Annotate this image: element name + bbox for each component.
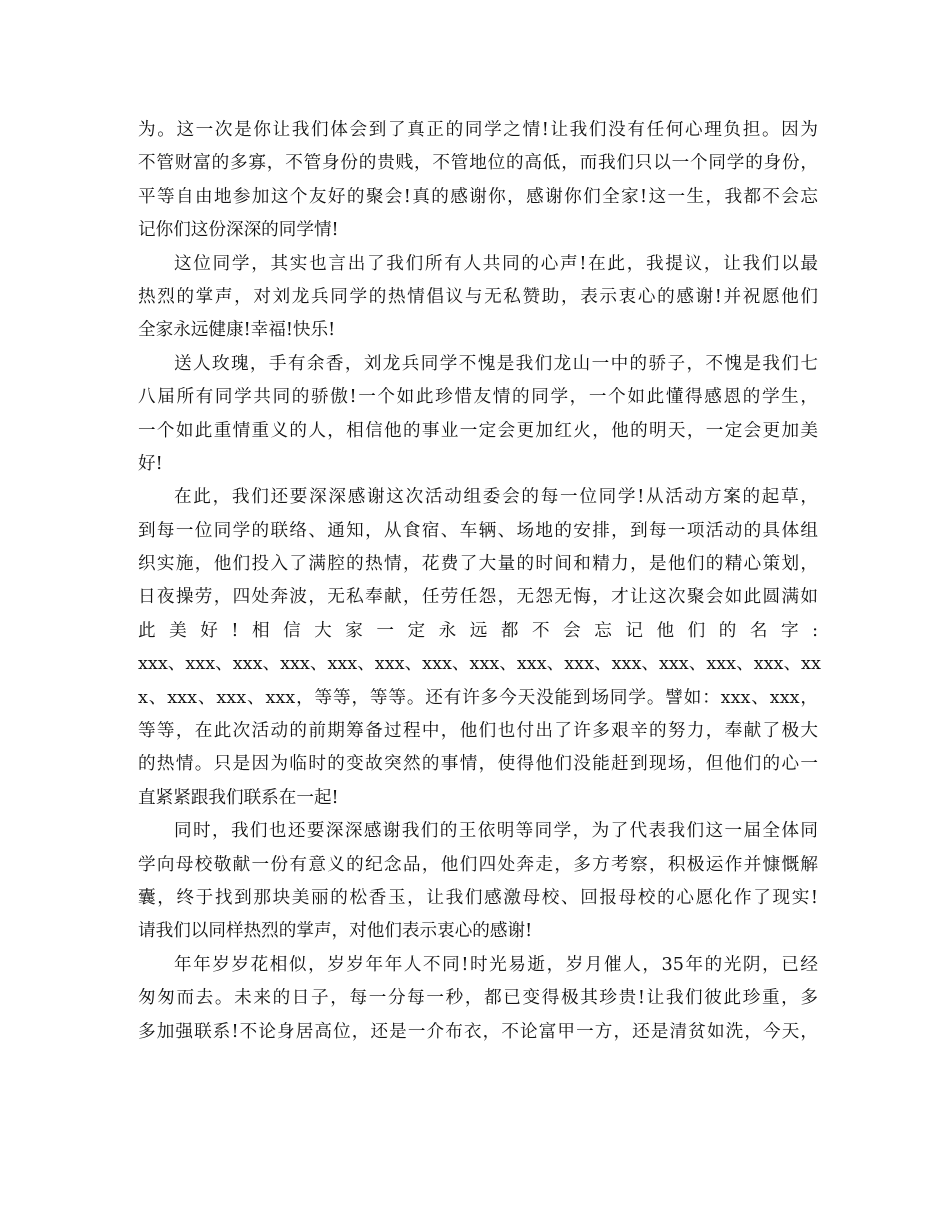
text-line: 学向母校敬献一份有意义的纪念品，他们四处奔走，多方考察，积极运作并慷慨解 xyxy=(138,854,818,875)
text-line: 全家永远健康!幸福!快乐! xyxy=(138,320,336,341)
text-line: 到每一位同学的联络、通知，从食宿、车辆、场地的安排，到每一项活动的具体组 xyxy=(138,520,818,541)
text-line: 多加强联系!不论身居高位，还是一介布衣，不论富甲一方，还是清贫如洗，今天， xyxy=(138,1021,818,1042)
text-line: 匆匆而去。未来的日子，每一分每一秒，都已变得极其珍贵!让我们彼此珍重，多 xyxy=(138,988,818,1009)
text-line: xxx、xxx、xxx、xxx、xxx、xxx、xxx、xxx、xxx、xxx、xxx、xxx、xxx、xxx、xx xyxy=(138,654,821,675)
text-line: 为。这一次是你让我们体会到了真正的同学之情!让我们没有任何心理负担。因为 xyxy=(138,120,818,140)
text-line: 热烈的掌声，对刘龙兵同学的热情倡议与无私赞助，表示衷心的感谢!并祝愿他们 xyxy=(138,286,818,307)
text-line: 不管财富的多寡，不管身份的贵贱，不管地位的高低，而我们只以一个同学的身份， xyxy=(138,153,818,174)
text-line: 等等，在此次活动的前期筹备过程中，他们也付出了许多艰辛的努力，奉献了极大 xyxy=(138,721,818,742)
text-line: 请我们以同样热烈的掌声，对他们表示衷心的感谢! xyxy=(138,921,533,942)
text-line: 这位同学，其实也言出了我们所有人共同的心声!在此，我提议，让我们以最 xyxy=(174,253,818,274)
text-line: 的热情。只是因为临时的变故突然的事情，使得他们没能赶到现场，但他们的心一 xyxy=(138,754,818,775)
text-line: 年年岁岁花相似，岁岁年年人不同!时光易逝，岁月催人，35年的光阴，已经 xyxy=(174,954,818,975)
text-line: 日夜操劳，四处奔波，无私奉献，任劳任怨，无怨无悔，才让这次聚会如此圆满如 xyxy=(138,587,818,608)
text-line: 平等自由地参加这个友好的聚会!真的感谢你，感谢你们全家!这一生，我都不会忘 xyxy=(138,186,818,207)
text-line: 此美好!相信大家一定永远都不会忘记他们的名字: xyxy=(138,620,818,641)
text-line: 八届所有同学共同的骄傲!一个如此珍惜友情的同学，一个如此懂得感恩的学生， xyxy=(138,387,818,408)
text-line: 在此，我们还要深深感谢这次活动组委会的每一位同学!从活动方案的起草， xyxy=(174,487,818,508)
text-line: 一个如此重情重义的人，相信他的事业一定会更加红火，他的明天，一定会更加美 xyxy=(138,420,818,441)
text-line: 囊，终于找到那块美丽的松香玉，让我们感激母校、回报母校的心愿化作了现实! xyxy=(138,887,818,908)
text-line: 同时，我们也还要深深感谢我们的王依明等同学，为了代表我们这一届全体同 xyxy=(174,821,818,842)
text-line: 好! xyxy=(138,453,163,474)
text-line: 织实施，他们投入了满腔的热情，花费了大量的时间和精力，是他们的精心策划， xyxy=(138,554,818,575)
document-body xyxy=(138,114,821,1049)
text-line: 直紧紧跟我们联系在一起! xyxy=(138,787,339,808)
text-line: 记你们这份深深的同学情! xyxy=(138,220,339,241)
text-line: x、xxx、xxx、xxx，等等，等等。还有许多今天没能到场同学。譬如：xxx、xxx， xyxy=(138,687,818,708)
text-line: 送人玫瑰，手有余香，刘龙兵同学不愧是我们龙山一中的骄子，不愧是我们七 xyxy=(174,353,818,374)
